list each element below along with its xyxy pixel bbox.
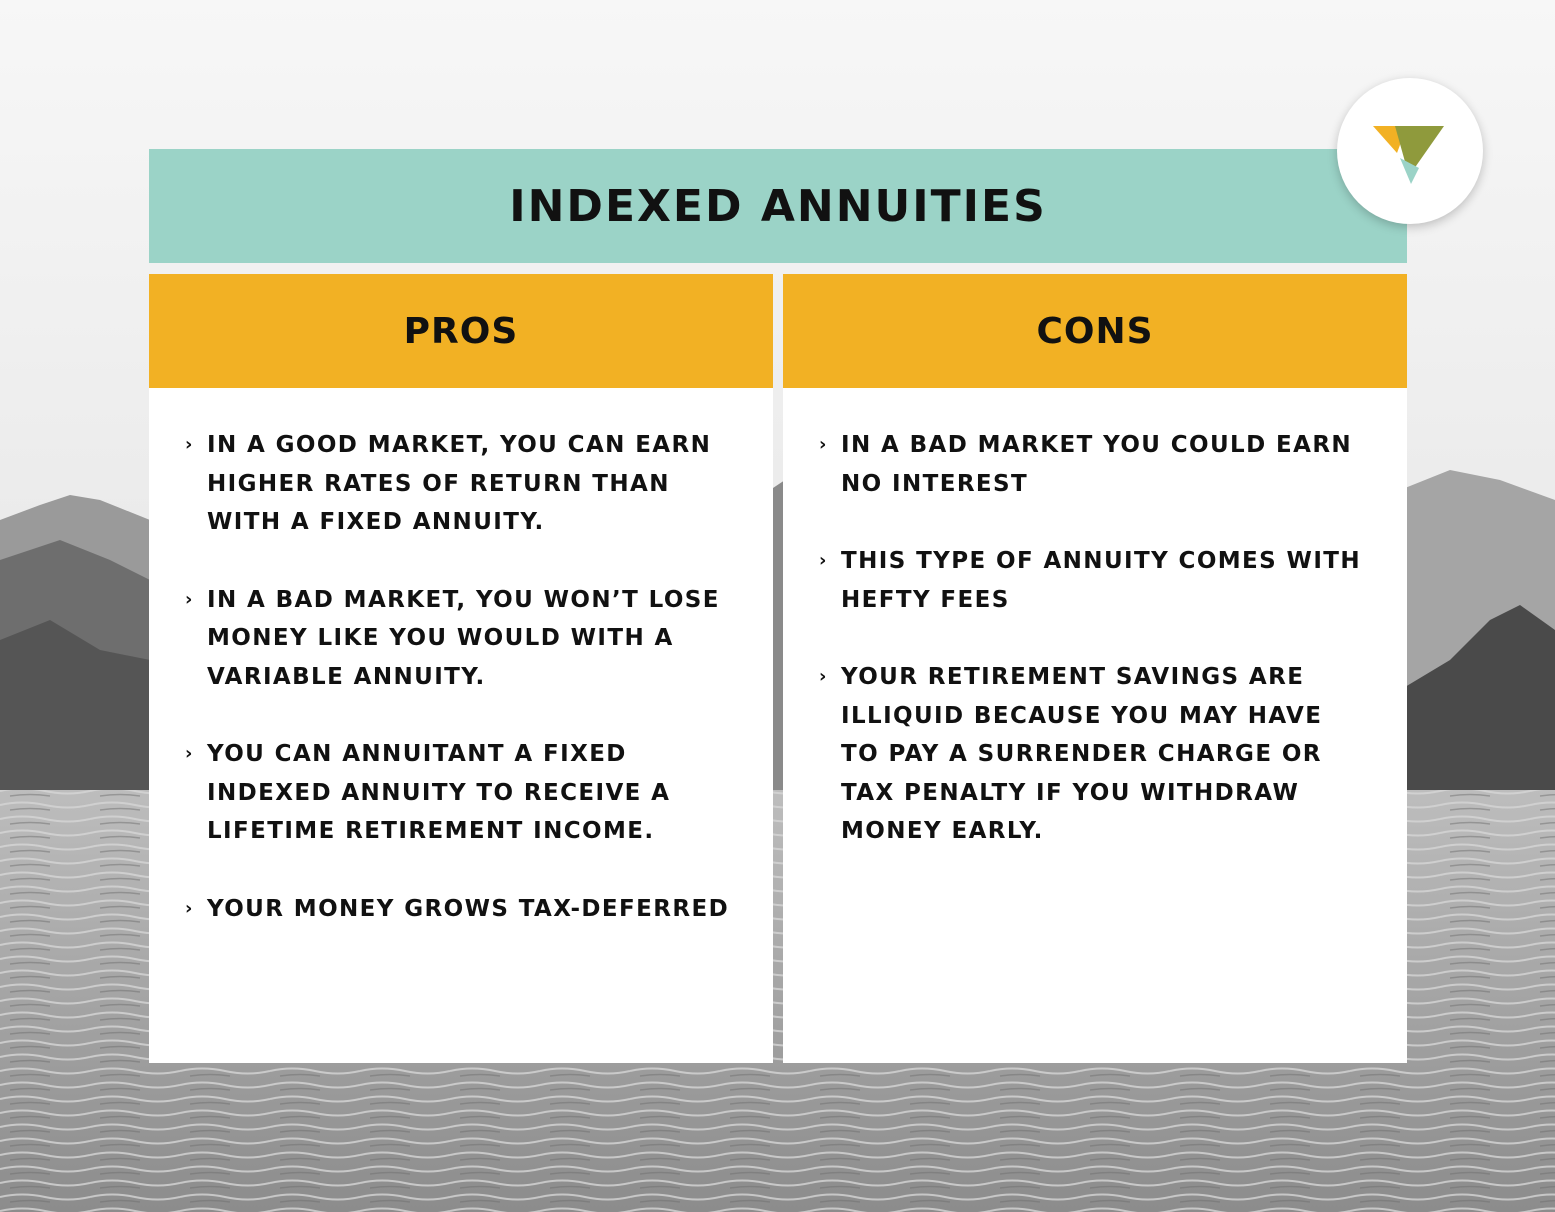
list-item — [185, 735, 733, 851]
pros-header — [149, 274, 773, 388]
title-bar — [149, 149, 1407, 263]
list-item — [185, 890, 733, 929]
logo-badge — [1337, 78, 1483, 224]
list-item — [185, 581, 733, 697]
cons-list — [819, 426, 1367, 851]
list-item — [185, 426, 733, 542]
chevron-right-icon: › — [819, 666, 827, 687]
chevron-right-icon: › — [819, 550, 827, 571]
cons-header — [783, 274, 1407, 388]
pros-item-text: YOU CAN ANNUITANT A FIXED INDEXED ANNUITY TO RECEIVE A LIFETIME RETIREMENT INCOME. — [207, 741, 671, 844]
chevron-right-icon: › — [185, 743, 193, 764]
list-item — [819, 426, 1367, 503]
cons-column — [783, 274, 1407, 1063]
chevron-right-icon: › — [819, 434, 827, 455]
list-item — [819, 658, 1367, 851]
cons-heading: CONS — [1036, 310, 1154, 352]
pros-body — [149, 388, 773, 1063]
page-title: INDEXED ANNUITIES — [509, 180, 1047, 232]
pros-item-text: YOUR MONEY GROWS TAX-DEFERRED — [207, 895, 730, 922]
pros-heading: PROS — [403, 310, 519, 352]
list-item — [819, 542, 1367, 619]
chevron-right-icon: › — [185, 588, 193, 610]
chevron-right-icon: › — [185, 434, 193, 455]
cons-item-text: YOUR RETIREMENT SAVINGS ARE ILLIQUID BECAUSE YOU MAY HAVE TO PAY A SURRENDER CHARGE OR TAX PENALTY IF YOU WITHDRAW MONEY EARLY. — [841, 664, 1323, 844]
pros-item-text: IN A BAD MARKET, YOU WON’T LOSE MONEY LIKE YOU WOULD WITH A VARIABLE ANNUITY. — [207, 586, 720, 690]
cons-item-text: THIS TYPE OF ANNUITY COMES WITH HEFTY FEES — [841, 548, 1362, 613]
chevron-right-icon: › — [185, 897, 193, 919]
pros-list — [185, 426, 733, 928]
pros-item-text: IN A GOOD MARKET, YOU CAN EARN HIGHER RATES OF RETURN THAN WITH A FIXED ANNUITY. — [207, 432, 712, 535]
pros-column — [149, 274, 773, 1063]
cons-item-text: IN A BAD MARKET YOU COULD EARN NO INTEREST — [841, 432, 1353, 497]
cons-body — [783, 388, 1407, 1063]
triangle-logo-icon — [1337, 78, 1483, 224]
